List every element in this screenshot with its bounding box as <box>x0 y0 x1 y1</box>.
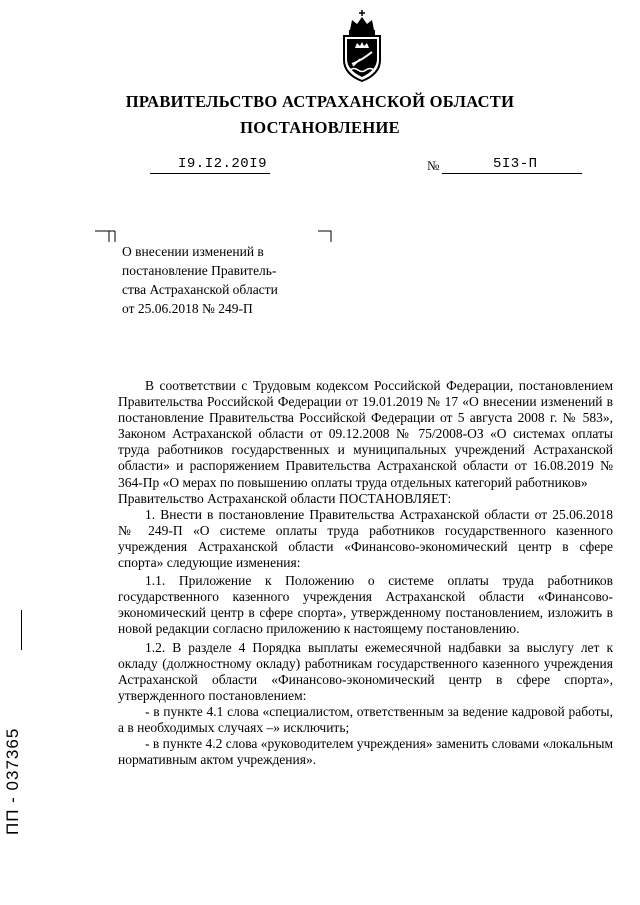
margin-mark <box>21 610 22 650</box>
registration-code: ПП - 037365 <box>3 727 22 835</box>
subject-corner-left <box>95 230 117 242</box>
subject-line: постановление Правитель- <box>122 263 277 278</box>
number-underline <box>442 173 582 174</box>
document-type: ПОСТАНОВЛЕНИЕ <box>240 118 400 137</box>
item-4-1: - в пункте 4.1 слова «специалистом, ответственным за ведение кадровой работы, а в необходимых случаях –» исключить; <box>118 703 613 735</box>
resolves-line: Правительство Астраханской области ПОСТАНОВЛЯЕТ: <box>118 490 452 506</box>
item-4-2: - в пункте 4.2 слова «руководителем учреждения» заменить словами «локальным нормативным актом учреждения». <box>118 736 613 768</box>
paragraph-1-2: 1.2. В разделе 4 Порядка выплаты ежемесячной надбавки за выслугу лет к окладу (должностному окладу) работникам государственного казенного учреждения Астраханской области «Финансово-экономический центр в сфере спорта», утвержденного постановлением: <box>118 639 613 703</box>
subject-line: от 25.06.2018 № 249-П <box>122 301 253 316</box>
document-subject <box>122 242 308 318</box>
number-sign: № <box>427 158 440 173</box>
coat-of-arms-icon <box>338 8 386 84</box>
preamble-paragraph: В соответствии с Трудовым кодексом Российской Федерации, постановлением Правительства Российской Федерации от 19.01.2019 № 17 «О внесении изменений в постановление Правительства Российской Федерации от 5 августа 2008 г. № 583», Законом Астраханской области от 09.12.2008 № 75/2008-ОЗ «О системах оплаты труда работников государственных и муниципальных учреждений Астраханской области» и распоряжением Правительства Астраханской области от 16.08.2019 № 364-Пр «О мерах по повышению оплаты труда отдельных категорий работников» <box>118 378 613 490</box>
paragraph-1: 1. Внести в постановление Правительства Астраханской области от 25.06.2018 № 249-П «О системе оплаты труда работников государственного казенного учреждения Астраханской области «Финансово-экономический центр в сфере спорта» следующие изменения: <box>118 506 613 571</box>
subject-line: О внесении изменений в <box>122 244 264 259</box>
subject-line: ства Астраханской области <box>122 282 278 297</box>
document-number: 5I3-П <box>493 156 538 172</box>
date-underline <box>150 173 270 174</box>
paragraph-1-1: 1.1. Приложение к Положению о системе оплаты труда работников государственного казенного учреждения Астраханской области «Финансово-экономический центр в сфере спорта», утвержденному постановлением, изложить в новой редакции согласно приложению к настоящему постановлению. <box>118 573 613 637</box>
organization-title: ПРАВИТЕЛЬСТВО АСТРАХАНСКОЙ ОБЛАСТИ <box>125 92 515 111</box>
document-body <box>118 378 613 768</box>
subject-corner-right <box>318 230 332 242</box>
document-date: I9.I2.20I9 <box>178 156 268 172</box>
